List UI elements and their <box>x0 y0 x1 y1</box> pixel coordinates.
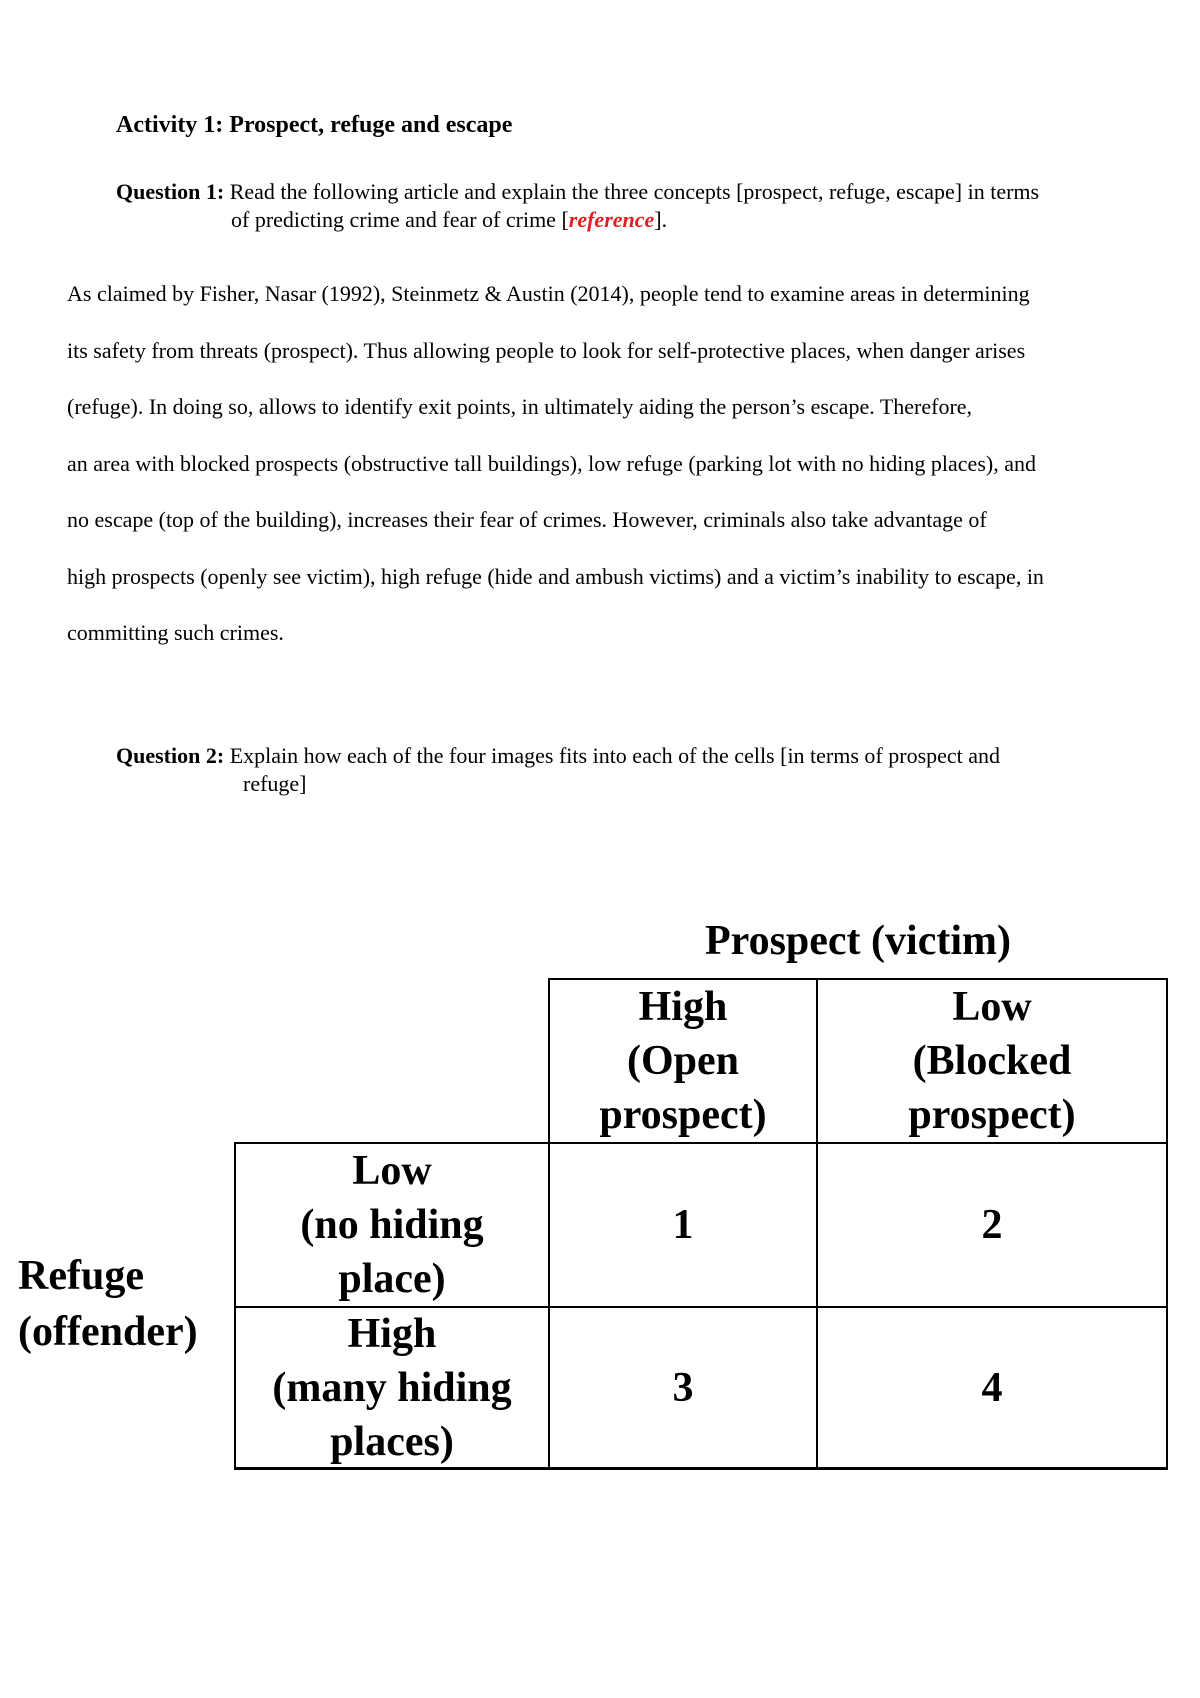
question-2-label: Question 2: <box>116 743 225 768</box>
question-2-continuation: refuge] <box>243 771 307 796</box>
cell-2: 2 <box>981 1202 1003 1248</box>
answer-line: an area with blocked prospects (obstructive tall buildings), low refuge (parking lot with no hiding places), and <box>67 450 1036 476</box>
answer-paragraph <box>67 280 1177 676</box>
cell-3: 3 <box>672 1364 694 1411</box>
row-header-high <box>236 1308 548 1467</box>
refuge-header-line: Refuge <box>18 1253 144 1299</box>
question-1-continuation-text: of predicting crime and fear of crime [ <box>231 207 569 232</box>
column-header-line: Low <box>952 984 1032 1030</box>
column-header-line: High <box>638 984 728 1030</box>
refuge-header <box>18 1248 198 1360</box>
row-header-line: places) <box>330 1418 454 1465</box>
question-2-text: Explain how each of the four images fits into each of the cells [in terms of prospect and <box>224 743 1001 768</box>
answer-line: As claimed by Fisher, Nasar (1992), Steinmetz & Austin (2014), people tend to examine areas in determining <box>67 281 1030 306</box>
activity-title: Activity 1: Prospect, refuge and escape <box>116 112 513 138</box>
answer-line: (refuge). In doing so, allows to identify exit points, in ultimately aiding the person’s escape. Therefore, <box>67 394 973 419</box>
column-header-line: prospect) <box>908 1092 1076 1138</box>
cell-4: 4 <box>981 1364 1003 1411</box>
question-1 <box>116 178 1166 234</box>
question-1-label: Question 1: <box>116 179 225 204</box>
row-header-line: (no hiding <box>300 1202 484 1248</box>
question-2 <box>116 742 1166 798</box>
prospect-header: Prospect (victim) <box>705 918 1011 964</box>
reference-placeholder: reference <box>568 207 655 232</box>
column-header-line: (Blocked <box>912 1038 1072 1084</box>
column-header-low <box>818 980 1166 1142</box>
cell-1: 1 <box>672 1202 694 1248</box>
row-header-line: High <box>347 1310 437 1357</box>
answer-line: its safety from threats (prospect). Thus allowing people to look for self-protective places, when danger arises <box>67 337 1026 363</box>
answer-line: no escape (top of the building), increases their fear of crimes. However, criminals also take advantage of <box>67 507 987 532</box>
column-header-line: prospect) <box>599 1092 767 1138</box>
question-1-text: Read the following article and explain the three concepts [prospect, refuge, escape] in terms <box>224 179 1040 204</box>
question-1-continuation <box>116 206 1166 234</box>
row-header-line: Low <box>352 1148 432 1194</box>
row-header-line: (many hiding <box>272 1364 512 1411</box>
answer-line: committing such crimes. <box>67 620 284 645</box>
table-border-right <box>1166 978 1168 1469</box>
row-header-low <box>236 1144 548 1306</box>
column-header-line: (Open <box>626 1038 739 1084</box>
column-header-high <box>550 980 816 1142</box>
question-1-continuation-end: ]. <box>654 207 668 232</box>
answer-line: high prospects (openly see victim), high refuge (hide and ambush victims) and a victim’s inability to escape, in <box>67 563 1044 589</box>
refuge-header-line: (offender) <box>18 1309 198 1355</box>
row-header-line: place) <box>338 1256 446 1302</box>
